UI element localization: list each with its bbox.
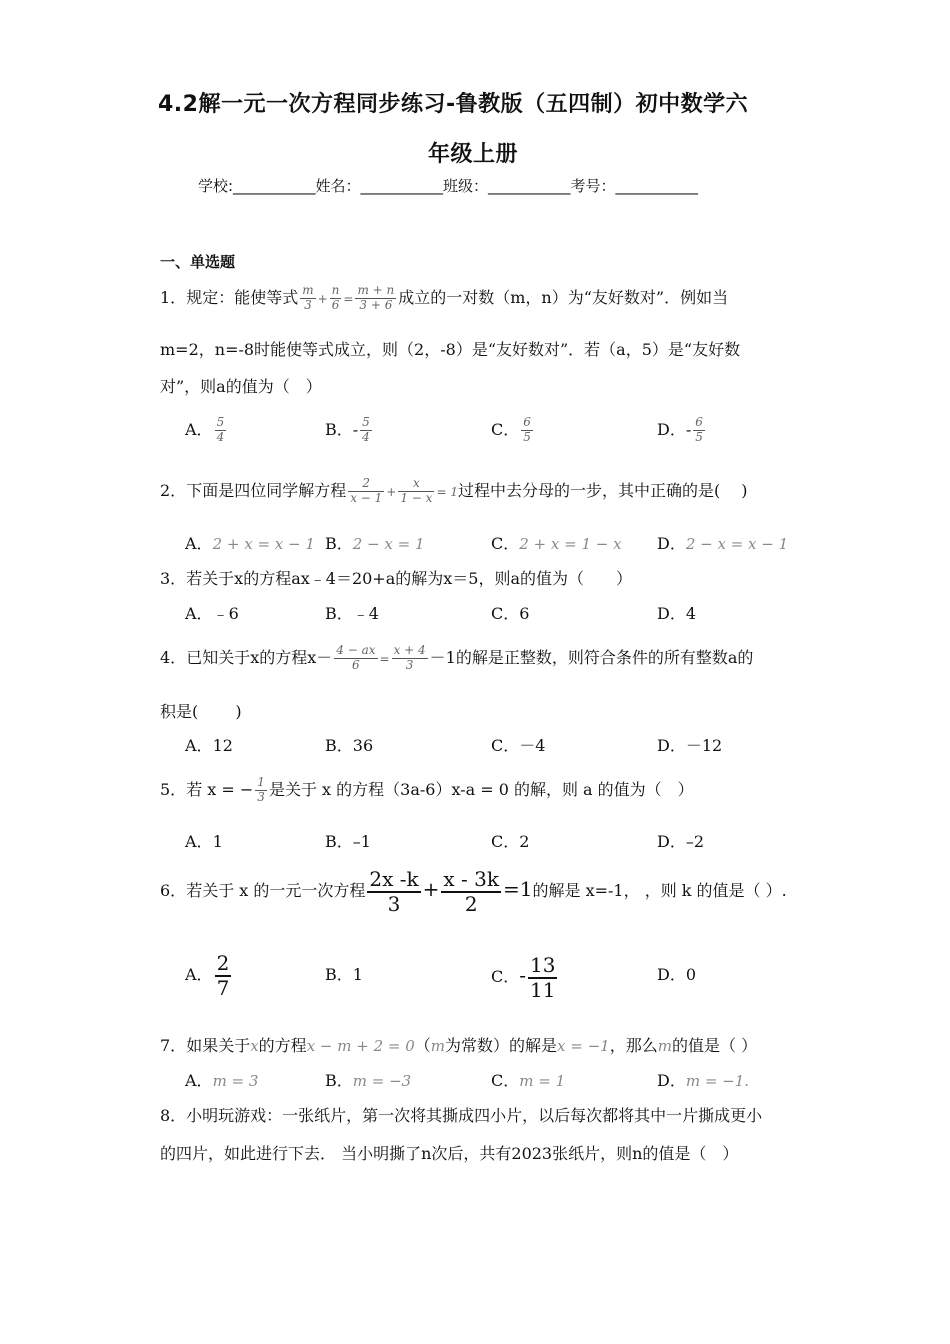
question-2: 2．下面是四位同学解方程 $\frac{2}{x - 1}$ + $\frac{x}{1 - x}$ = 1过程中去分母的一步，其中正确的是( ) bbox=[160, 476, 748, 505]
q3-option-c[interactable]: C．6 bbox=[491, 604, 530, 623]
q1-option-d[interactable]: D．- $\frac{6}{5}$ bbox=[657, 415, 703, 444]
q7-option-b[interactable]: B．m = −3 bbox=[325, 1071, 412, 1090]
q4-option-c[interactable]: C．－4 bbox=[491, 736, 546, 755]
q3-option-a[interactable]: A．﹣6 bbox=[185, 604, 239, 623]
q6-option-b[interactable]: B．1 bbox=[325, 965, 363, 984]
question-4-line-2: 积是( ) bbox=[160, 702, 242, 721]
q1-plus: + bbox=[317, 292, 328, 306]
section-title: 一、单选题 bbox=[160, 253, 236, 271]
question-1-line-2: m=2，n=-8时能使等式成立，则（2，-8）是“友好数对”．若（a，5）是“友好数 bbox=[160, 340, 741, 359]
q4-frac-1: $\frac{4 - ax}{6}$ bbox=[336, 643, 376, 672]
student-info-line: 学校:___________姓名：___________班级：___________考号：___________ bbox=[198, 177, 699, 195]
question-8-line-2: 的四片，如此进行下去． 当小明撕了n次后，共有2023张纸片，则n的值是（ ） bbox=[160, 1144, 739, 1163]
title-line-2: 年级上册 bbox=[428, 142, 519, 167]
q5-option-d[interactable]: D．–2 bbox=[657, 832, 705, 851]
q3-option-d[interactable]: D．4 bbox=[657, 604, 697, 623]
q1-text-post: 成立的一对数（m，n）为“友好数对”．例如当 bbox=[398, 288, 729, 307]
q1-frac-m3: $\frac{m}{3}$ bbox=[302, 283, 314, 312]
title-line-1: 4.2解一元一次方程同步练习-鲁教版（五四制）初中数学六 bbox=[158, 92, 749, 117]
q2-option-a[interactable]: A．2 + x = x − 1 bbox=[185, 534, 315, 553]
question-8-line-1: 8．小明玩游戏：一张纸片，第一次将其撕成四小片，以后每次都将其中一片撕成更小 bbox=[160, 1106, 763, 1125]
q6-frac-1: $\frac{2x -k}{3}$ bbox=[369, 866, 419, 916]
q2-option-c[interactable]: C．2 + x = 1 − x bbox=[491, 534, 622, 553]
q2-option-b[interactable]: B．2 − x = 1 bbox=[325, 534, 425, 553]
question-7: 7．如果关于x的方程x − m + 2 = 0（m为常数）的解是x = −1，那么m的值是（ ） bbox=[160, 1036, 758, 1055]
q4-option-b[interactable]: B．36 bbox=[325, 736, 374, 755]
question-4-line-1: 4．已知关于x的方程x－ $\frac{4 - ax}{6}$ = $\frac{x + 4}{3}$ －1的解是正整数，则符合条件的所有整数a的 bbox=[160, 643, 754, 672]
q1-option-b[interactable]: B．- $\frac{5}{4}$ bbox=[325, 415, 370, 444]
q5-frac: $\frac{1}{3}$ bbox=[257, 775, 265, 804]
q4-option-a[interactable]: A．12 bbox=[185, 736, 233, 755]
q6-option-a[interactable]: A． $\frac{2}{7}$ bbox=[185, 950, 230, 1000]
q1-number: 1． bbox=[160, 288, 187, 307]
question-5: 5．若 x = − $\frac{1}{3}$ 是关于 x 的方程（3a-6）x-a = 0 的解，则 a 的值为（ ） bbox=[160, 775, 694, 804]
q7-option-a[interactable]: A．m = 3 bbox=[185, 1071, 259, 1090]
question-6: 6．若关于 x 的一元一次方程 $\frac{2x -k}{3}$ + $\frac{x - 3k}{2}$ =1的解是 x=-1， ，则 k 的值是（ ）. bbox=[160, 866, 787, 916]
q5-option-a[interactable]: A．1 bbox=[185, 832, 223, 851]
q1-option-a[interactable]: A． $\frac{5}{4}$ bbox=[185, 415, 225, 444]
q1-equals: = bbox=[343, 292, 354, 306]
q6-frac-2: $\frac{x - 3k}{2}$ bbox=[443, 866, 500, 916]
q5-option-b[interactable]: B．–1 bbox=[325, 832, 371, 851]
q2-frac-1: $\frac{2}{x - 1}$ bbox=[350, 476, 383, 505]
q7-option-d[interactable]: D．m = −1. bbox=[657, 1071, 750, 1090]
q6-option-c[interactable]: C．- $\frac{13}{11}$ bbox=[491, 952, 556, 1002]
q1-frac-sum: $\frac{m + n}{3 + 6}$ bbox=[357, 283, 395, 312]
q5-option-c[interactable]: C．2 bbox=[491, 832, 530, 851]
q1-option-c[interactable]: C． $\frac{6}{5}$ bbox=[491, 415, 531, 444]
q7-option-c[interactable]: C．m = 1 bbox=[491, 1071, 566, 1090]
question-1-line-1 bbox=[160, 281, 728, 315]
q1-frac-n6: $\frac{n}{6}$ bbox=[331, 283, 340, 312]
q1-text-pre: 规定：能使等式 bbox=[186, 288, 299, 307]
question-1-line-3: 对”，则a的值为（ ） bbox=[160, 377, 322, 396]
q3-option-b[interactable]: B．﹣4 bbox=[325, 604, 379, 623]
question-3: 3．若关于x的方程ax﹣4＝20+a的解为x＝5，则a的值为（ ） bbox=[160, 569, 632, 588]
q6-option-d[interactable]: D．0 bbox=[657, 965, 697, 984]
q4-frac-2: $\frac{x + 4}{3}$ bbox=[393, 643, 426, 672]
q2-frac-2: $\frac{x}{1 - x}$ bbox=[400, 476, 433, 505]
q4-option-d[interactable]: D．－12 bbox=[657, 736, 723, 755]
q2-option-d[interactable]: D．2 − x = x − 1 bbox=[657, 534, 789, 553]
